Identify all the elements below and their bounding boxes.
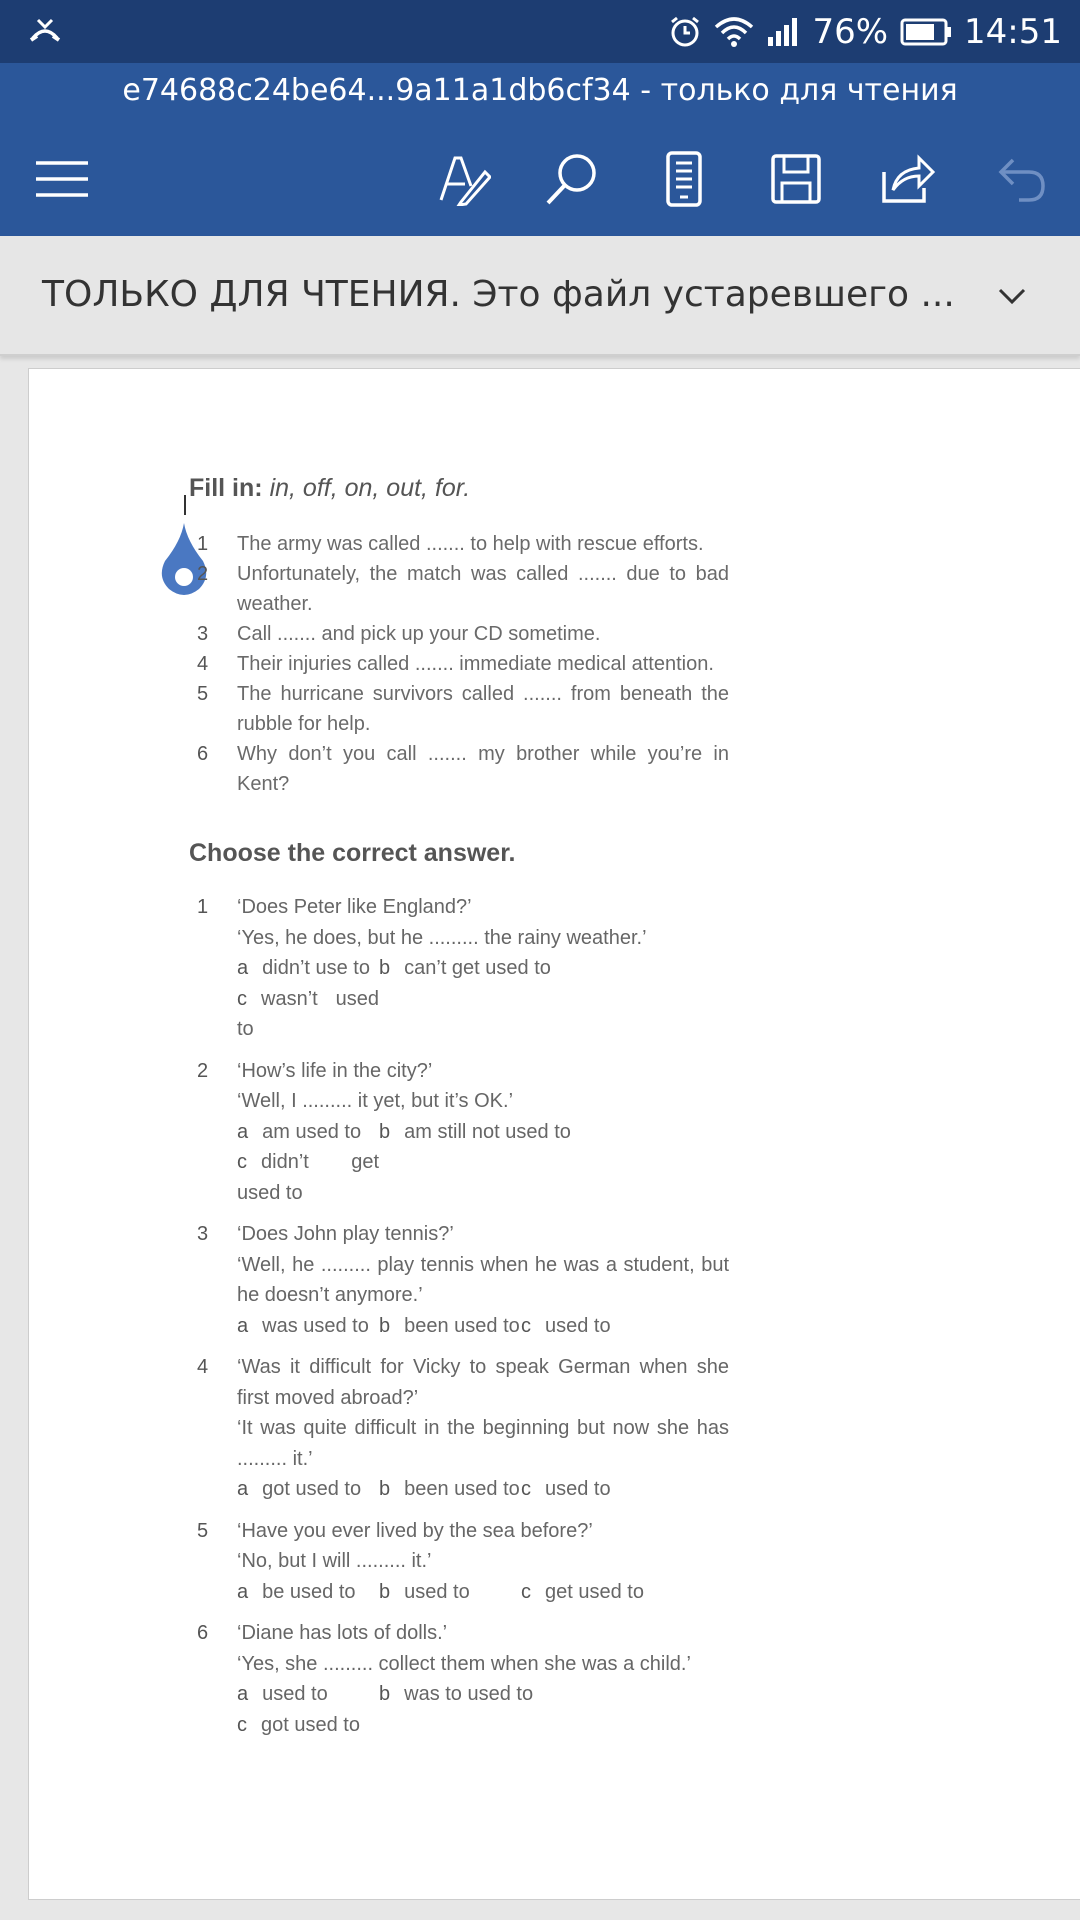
question-item xyxy=(189,1516,729,1608)
option-text: was to used to xyxy=(404,1683,534,1705)
option-text: get used to xyxy=(545,1580,644,1603)
undo-icon[interactable] xyxy=(990,147,1054,211)
list-item xyxy=(189,739,729,799)
options-row xyxy=(237,1147,729,1208)
question-number: 4 xyxy=(197,1356,209,1378)
answer-option xyxy=(237,1117,379,1148)
item-text: The army was called ....... to help with rescue efforts. xyxy=(237,533,704,555)
answer-option xyxy=(237,1311,379,1342)
options-row xyxy=(237,1117,729,1148)
answer-option xyxy=(379,1474,521,1505)
share-icon[interactable] xyxy=(876,147,940,211)
read-only-message: ТОЛЬКО ДЛЯ ЧТЕНИЯ. Это файл устаревшего ... xyxy=(42,274,955,315)
answer-option xyxy=(237,1577,379,1608)
item-text: Call ....... and pick up your CD sometime. xyxy=(237,623,601,645)
answer-option xyxy=(379,1311,521,1342)
question-line: ‘Was it difficult for Vicky to speak German when she first moved abroad?’ xyxy=(237,1356,729,1409)
question-line: ‘Have you ever lived by the sea before?’ xyxy=(237,1519,593,1542)
item-text: Why don’t you call ....... my brother while you’re in Kent? xyxy=(237,743,729,795)
answer-option xyxy=(237,1710,379,1741)
missed-call-icon xyxy=(28,14,62,52)
question-number: 5 xyxy=(197,1519,209,1542)
item-number: 4 xyxy=(197,653,209,675)
status-bar xyxy=(0,0,1080,63)
option-text: been used to xyxy=(404,1314,520,1337)
question-item xyxy=(189,1352,729,1505)
edit-pen-icon[interactable] xyxy=(432,147,496,211)
option-letter: b xyxy=(379,1580,391,1603)
answer-option xyxy=(237,984,379,1045)
item-text: Their injuries called ....... immediate medical attention. xyxy=(237,653,714,675)
list-item xyxy=(189,679,729,739)
answer-option xyxy=(237,953,379,984)
section-heading-choose: Choose the correct answer. xyxy=(189,839,516,867)
option-letter: b xyxy=(379,957,391,979)
option-text: wasn’t used to xyxy=(237,987,379,1040)
item-number: 6 xyxy=(197,743,209,765)
answer-option xyxy=(379,1679,639,1710)
alarm-icon xyxy=(668,15,702,49)
option-letter: a xyxy=(237,1120,249,1143)
battery-icon xyxy=(900,17,952,47)
answer-option xyxy=(379,1577,521,1608)
chevron-down-icon[interactable] xyxy=(992,276,1032,316)
answer-option xyxy=(237,1679,379,1710)
question-number: 1 xyxy=(197,896,209,918)
menu-icon[interactable] xyxy=(30,147,94,211)
question-number: 6 xyxy=(197,1622,209,1644)
item-number: 3 xyxy=(197,623,209,645)
option-text: used to xyxy=(545,1314,611,1337)
question-number: 2 xyxy=(197,1059,209,1082)
document-content xyxy=(189,474,729,1751)
option-letter: c xyxy=(237,1713,247,1736)
question-line: ‘Well, he ......... play tennis when he was a student, but he doesn’t anymore.’ xyxy=(237,1253,729,1306)
option-text: didn’t use to xyxy=(262,957,370,979)
option-text: used to xyxy=(262,1683,328,1705)
document-title: e74688c24be64...9a11a1db6cf34 - только для чтения xyxy=(0,63,1080,123)
option-text: am still not used to xyxy=(404,1120,571,1143)
answer-option xyxy=(379,1117,639,1148)
question-item xyxy=(189,1219,729,1341)
option-letter: b xyxy=(379,1683,391,1705)
toolbar xyxy=(0,123,1080,236)
questions-list xyxy=(189,892,729,1740)
option-letter: a xyxy=(237,957,249,979)
answer-option xyxy=(237,1474,379,1505)
document-page[interactable] xyxy=(28,368,1080,1900)
answer-option xyxy=(521,1474,661,1505)
question-line: ‘Yes, she ......... collect them when she was a child.’ xyxy=(237,1652,691,1675)
option-text: used to xyxy=(404,1580,470,1603)
options-row xyxy=(237,1577,729,1608)
save-icon[interactable] xyxy=(764,147,828,211)
option-letter: b xyxy=(379,1120,391,1143)
mobile-view-icon[interactable] xyxy=(652,147,716,211)
option-text: got used to xyxy=(261,1713,360,1736)
answer-option xyxy=(237,1147,379,1208)
item-number: 2 xyxy=(197,563,209,585)
option-letter: a xyxy=(237,1683,249,1705)
question-number: 3 xyxy=(197,1223,209,1245)
section-heading-fill-in: Fill in: in, off, on, out, for. xyxy=(189,474,471,502)
option-letter: a xyxy=(237,1478,249,1500)
fill-in-list xyxy=(189,529,729,799)
option-text: didn’t get used to xyxy=(237,1151,379,1204)
option-letter: b xyxy=(379,1314,391,1337)
question-line: ‘How’s life in the city?’ xyxy=(237,1059,433,1082)
question-line: ‘Diane has lots of dolls.’ xyxy=(237,1622,448,1644)
option-letter: c xyxy=(237,1151,247,1173)
answer-option xyxy=(521,1577,661,1608)
search-icon[interactable] xyxy=(540,147,604,211)
item-number: 5 xyxy=(197,683,209,705)
list-item xyxy=(189,559,729,619)
question-item xyxy=(189,1618,729,1740)
question-line: ‘No, but I will ......... it.’ xyxy=(237,1550,432,1572)
option-letter: b xyxy=(379,1478,391,1500)
list-item xyxy=(189,529,729,559)
read-only-banner[interactable] xyxy=(0,236,1080,356)
item-number: 1 xyxy=(197,533,209,555)
option-letter: a xyxy=(237,1314,249,1337)
question-item xyxy=(189,892,729,1045)
wifi-icon xyxy=(714,15,754,49)
question-line: ‘Yes, he does, but he ......... the rainy weather.’ xyxy=(237,926,647,949)
question-line: ‘Does John play tennis?’ xyxy=(237,1223,454,1245)
clock-time: 14:51 xyxy=(964,11,1062,52)
options-row xyxy=(237,1311,729,1342)
option-letter: c xyxy=(521,1580,531,1603)
option-text: can’t get used to xyxy=(404,957,551,979)
question-line: ‘Does Peter like England?’ xyxy=(237,896,472,918)
options-row xyxy=(237,984,729,1045)
question-line: ‘Well, I ......... it yet, but it’s OK.’ xyxy=(237,1090,514,1112)
option-text: am used to xyxy=(262,1120,362,1143)
question-item xyxy=(189,1056,729,1209)
options-row xyxy=(237,1679,729,1710)
list-item xyxy=(189,619,729,649)
option-letter: c xyxy=(521,1314,531,1337)
item-text: The hurricane survivors called ....... from beneath the rubble for help. xyxy=(237,683,729,735)
options-row xyxy=(237,953,729,984)
battery-percent: 76% xyxy=(812,11,889,52)
option-letter: c xyxy=(521,1478,531,1500)
option-text: was used to xyxy=(262,1314,369,1337)
item-text: Unfortunately, the match was called ....... due to bad weather. xyxy=(237,563,729,615)
signal-icon xyxy=(766,17,800,47)
answer-option xyxy=(521,1311,661,1342)
option-text: got used to xyxy=(262,1478,362,1500)
option-letter: c xyxy=(237,987,247,1010)
option-text: been used to xyxy=(404,1478,520,1500)
option-text: be used to xyxy=(262,1580,356,1603)
options-row xyxy=(237,1710,729,1741)
answer-option xyxy=(379,953,639,984)
option-text: used to xyxy=(545,1478,611,1500)
option-letter: a xyxy=(237,1580,249,1603)
text-cursor xyxy=(184,495,186,515)
options-row xyxy=(237,1474,729,1505)
list-item xyxy=(189,649,729,679)
question-line: ‘It was quite difficult in the beginning but now she has ......... it.’ xyxy=(237,1417,729,1470)
